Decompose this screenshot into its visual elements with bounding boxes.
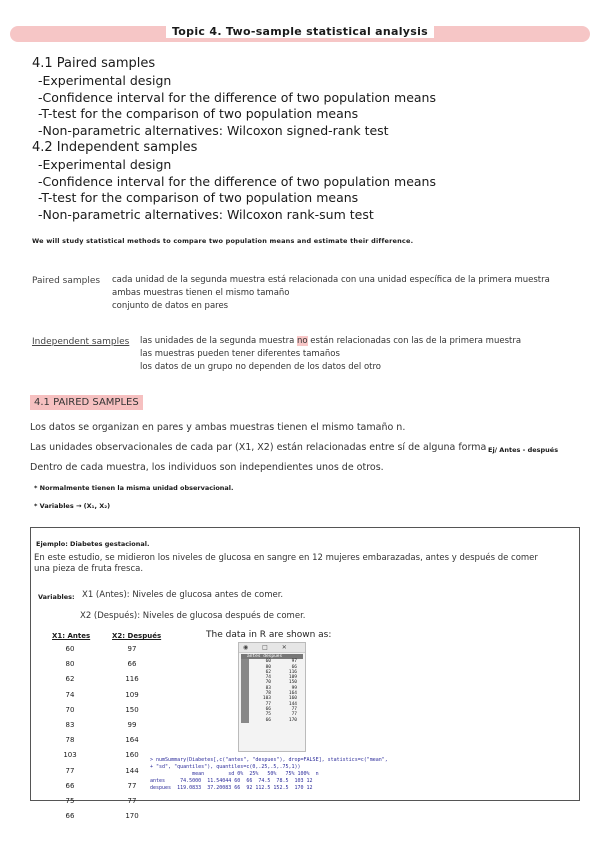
column-header-antes: X1: Antes [52,632,91,640]
table-cell: 109 [125,690,139,699]
example-label: Ejemplo: Diabetes gestacional. [36,540,150,548]
bullet-note: * Variables → (X₁, X₂) [34,502,111,510]
r-grid-header: antes despues [241,654,303,659]
table-cell: 66 [65,781,75,790]
table-cell: 66 [65,812,75,821]
paired-samples-definition [112,274,550,313]
definition-line: las unidades de la segunda muestra no están relacionadas con las de la primera muestra [140,336,522,346]
table-cell: 80 [65,660,75,669]
intro-note: We will study statistical methods to compare two population means and estimate their difference. [32,237,414,245]
definition-line: ambas muestras tienen el mismo tamaño [112,288,290,298]
table-cell: 78 [65,736,75,745]
r-grid-row: 77 144 [241,702,303,707]
margin-note: Ej/ Antes - después [488,446,559,454]
variable-x2: X2 (Después): Niveles de glucosa después de comer. [80,611,306,621]
outline-item: -Confidence interval for the difference of two population means [38,173,436,189]
table-cell: 70 [65,705,75,714]
example-text: En este estudio, se midieron los niveles de glucosa en sangre en 12 mujeres embarazadas, antes y después de comer una pieza de fruta fresca. [34,553,538,574]
r-grid-row: 75 77 [241,712,303,717]
bullet-note: * Normalmente tienen la misma unidad observacional. [34,484,234,492]
outline-item: -T-test for the comparison of two population means [38,190,359,206]
table-cell: 99 [127,721,137,730]
outline-item: -Non-parametric alternatives: Wilcoxon rank-sum test [38,207,374,223]
r-grid-row: 60 97 [241,659,303,664]
outline-item: -T-test for the comparison of two population means [38,106,359,122]
outline-item: -Experimental design [38,156,172,172]
table-cell: 103 [63,751,77,760]
table-cell: 150 [125,705,139,714]
outline-item: -Experimental design [38,72,172,88]
table-cell: 77 [127,797,137,806]
table-cell: 164 [125,736,139,745]
variable-x1: X1 (Antes): Niveles de glucosa antes de comer. [82,590,284,600]
r-grid-row: 74 109 [241,675,303,680]
paired-samples-label: Paired samples [32,276,101,286]
r-grid-row: 70 150 [241,680,303,685]
r-grid-row: 80 66 [241,665,303,670]
r-grid-row: 66 170 [241,718,303,723]
r-data-window [238,642,306,752]
table-cell: 62 [65,675,75,684]
antes-column [58,642,82,824]
r-grid-row: 103 160 [241,696,303,701]
paragraph: Las unidades observacionales de cada par (X1, X2) están relacionadas entre sí de alguna forma [30,442,487,453]
variables-label: Variables: [38,593,75,601]
r-data-grid [239,653,305,724]
table-cell: 83 [65,721,75,730]
table-cell: 97 [127,645,137,653]
topic-outline [32,56,436,224]
table-cell: 74 [65,690,75,699]
definition-line: los datos de un grupo no dependen de los datos del otro [140,362,381,372]
r-grid-row: 66 77 [241,707,303,712]
independent-samples-label: Independent samples [32,337,130,347]
table-cell: 75 [65,797,75,806]
highlighted-word: no [297,336,308,346]
page-title: Topic 4. Two-sample statistical analysis [0,25,600,38]
table-cell: 170 [125,812,139,821]
outline-item: -Non-parametric alternatives: Wilcoxon signed-rank test [38,123,389,139]
outline-section-2: 4.2 Independent samples [32,139,198,155]
outline-item: -Confidence interval for the difference of two population means [38,89,436,105]
table-cell: 77 [65,766,75,775]
outline-section-1: 4.1 Paired samples [32,56,156,71]
r-window-titlebar[interactable]: ◉ □ ✕ [239,643,305,653]
definition-line: cada unidad de la segunda muestra está relacionada con una unidad específica de la primera muestra [112,275,550,285]
r-summary-output: > numSummary(Diabetes[,c("antes", "despues"), drop=FALSE], statistics=c("mean", + "sd", "quantiles"), quantiles=c(0,.25,.5,.75,1)) mean sd 0% 25% 50% 75% 100% n antes 74.5000 11.54044 60 66 74.5 78.5 103 12 despues 119.0833 37.20083 66 92 112.5 152.5 170 12 [150,757,388,791]
despues-column [120,642,144,824]
r-caption: The data in R are shown as: [206,630,332,640]
table-cell: 66 [127,660,137,669]
table-cell: 144 [125,766,139,775]
table-cell: 60 [65,645,75,653]
r-grid-row: 62 116 [241,670,303,675]
table-cell: 116 [125,675,139,684]
column-header-despues: X2: Después [112,632,162,640]
definition-line: conjunto de datos en pares [112,301,229,311]
table-cell: 77 [127,781,137,790]
r-grid-rows [241,659,303,723]
section-header-4-1: 4.1 PAIRED SAMPLES [30,395,143,410]
paragraph: Los datos se organizan en pares y ambas muestras tienen el mismo tamaño n. [30,422,406,433]
r-grid-row: 83 99 [241,686,303,691]
independent-samples-definition [140,335,521,374]
definition-line: las muestras pueden tener diferentes tamaños [140,349,340,359]
table-cell: 160 [125,751,139,760]
paragraph: Dentro de cada muestra, los individuos son independientes unos de otros. [30,462,384,473]
r-grid-row: 78 164 [241,691,303,696]
